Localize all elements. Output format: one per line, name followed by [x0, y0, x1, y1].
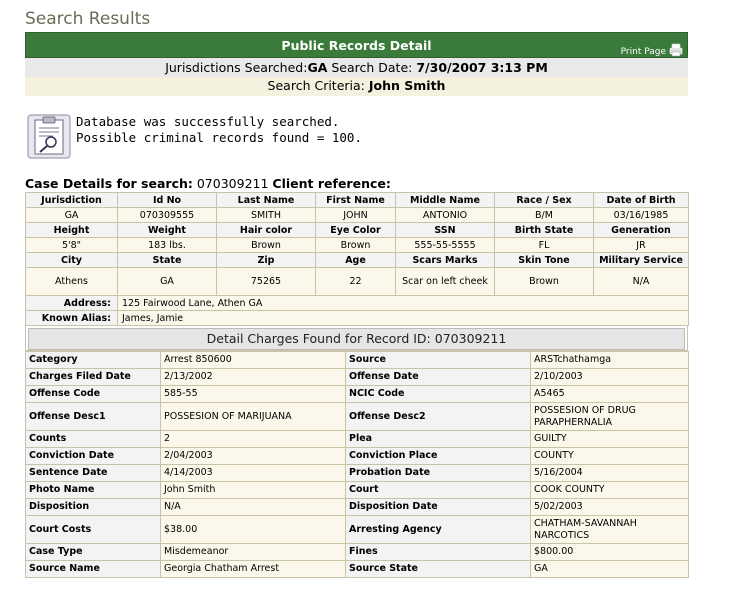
charges-record-id: 070309211 [434, 331, 507, 346]
known-alias-label: Known Alias: [26, 311, 118, 326]
charges-header [28, 328, 685, 350]
client-reference-label: Client reference: [272, 176, 391, 191]
header-ssn: SSN [396, 223, 495, 238]
case-search-id: 070309211 [196, 176, 269, 191]
value-city: Athens [26, 268, 118, 296]
printer-icon[interactable] [669, 43, 683, 57]
charge-row [26, 352, 689, 369]
charge-row [26, 431, 689, 448]
clipboard-search-icon [27, 114, 71, 159]
value-first-name: JOHN [316, 208, 396, 223]
charge-field-value: COUNTY [531, 448, 689, 465]
charge-field-value: 5/16/2004 [531, 465, 689, 482]
charge-field-value: COOK COUNTY [531, 482, 689, 499]
value-last-name: SMITH [217, 208, 316, 223]
header-hair-color: Hair color [217, 223, 316, 238]
search-criteria-band [25, 77, 688, 96]
jurisdictions-value: GA [307, 60, 328, 75]
charge-field-value: ARSTchathamga [531, 352, 689, 369]
header-bar [25, 32, 688, 58]
case-details-heading [25, 176, 391, 191]
charge-field-value: 2 [161, 431, 346, 448]
case-details-label: Case Details for search: [25, 176, 193, 191]
header-jurisdiction: Jurisdiction [26, 193, 118, 208]
header-id-no: Id No [118, 193, 217, 208]
charge-field-value: 2/04/2003 [161, 448, 346, 465]
value-middle-name: ANTONIO [396, 208, 495, 223]
charge-field-label: Disposition [26, 499, 161, 516]
address-label: Address: [26, 296, 118, 311]
search-date-label: Search Date: [331, 60, 413, 75]
charge-field-label: Disposition Date [346, 499, 531, 516]
charge-field-label: Category [26, 352, 161, 369]
charge-field-value: A5465 [531, 386, 689, 403]
header-weight: Weight [118, 223, 217, 238]
known-alias-value: James, Jamie [118, 311, 689, 326]
charges-table-body [26, 352, 689, 578]
header-military-service: Military Service [594, 253, 689, 268]
value-jurisdiction: GA [26, 208, 118, 223]
print-page-link[interactable] [621, 35, 683, 57]
charge-field-label: Source Name [26, 561, 161, 578]
value-military-service: N/A [594, 268, 689, 296]
charge-field-value: Georgia Chatham Arrest [161, 561, 346, 578]
charge-field-label: Court Costs [26, 516, 161, 544]
charge-field-value: 585-55 [161, 386, 346, 403]
charges-table [25, 351, 689, 578]
header-city: City [26, 253, 118, 268]
charge-field-value: John Smith [161, 482, 346, 499]
header-zip: Zip [217, 253, 316, 268]
search-status-message [76, 114, 362, 146]
charge-row [26, 561, 689, 578]
charge-field-value: N/A [161, 499, 346, 516]
value-ssn: 555-55-5555 [396, 238, 495, 253]
print-page-label[interactable]: Print Page [620, 47, 666, 57]
value-height: 5'8" [26, 238, 118, 253]
value-hair-color: Brown [217, 238, 316, 253]
status-line-1: Database was successfully searched. [76, 114, 340, 129]
charge-field-label: Charges Filed Date [26, 369, 161, 386]
charge-field-label: Case Type [26, 544, 161, 561]
value-weight: 183 lbs. [118, 238, 217, 253]
charge-field-label: Photo Name [26, 482, 161, 499]
charge-row [26, 369, 689, 386]
charge-field-label: Offense Date [346, 369, 531, 386]
address-value: 125 Fairwood Lane, Athen GA [118, 296, 689, 311]
header-last-name: Last Name [217, 193, 316, 208]
search-criteria-label: Search Criteria: [267, 78, 365, 93]
charge-field-value: 2/13/2002 [161, 369, 346, 386]
value-state: GA [118, 268, 217, 296]
value-generation: JR [594, 238, 689, 253]
charge-field-label: Sentence Date [26, 465, 161, 482]
charge-field-value: Misdemeanor [161, 544, 346, 561]
value-zip: 75265 [217, 268, 316, 296]
charge-field-label: Counts [26, 431, 161, 448]
charge-field-label: Fines [346, 544, 531, 561]
charge-field-label: Source State [346, 561, 531, 578]
person-details-table [25, 192, 689, 326]
charge-field-value: POSSESION OF MARIJUANA [161, 403, 346, 431]
value-id-no: 070309555 [118, 208, 217, 223]
charge-field-value: 5/02/2003 [531, 499, 689, 516]
charge-row [26, 499, 689, 516]
charge-row [26, 386, 689, 403]
header-middle-name: Middle Name [396, 193, 495, 208]
charge-field-label: Conviction Place [346, 448, 531, 465]
header-generation: Generation [594, 223, 689, 238]
charges-header-label: Detail Charges Found for Record ID: [206, 331, 431, 346]
charge-row [26, 482, 689, 499]
status-line-2: Possible criminal records found = 100. [76, 130, 362, 145]
value-scars-marks: Scar on left cheek [396, 268, 495, 296]
jurisdictions-label: Jurisdictions Searched: [165, 60, 308, 75]
value-eye-color: Brown [316, 238, 396, 253]
charge-row [26, 544, 689, 561]
header-state: State [118, 253, 217, 268]
header-birth-state: Birth State [495, 223, 594, 238]
search-date-value: 7/30/2007 3:13 PM [416, 60, 548, 75]
charge-field-label: Source [346, 352, 531, 369]
charge-field-label: Offense Desc1 [26, 403, 161, 431]
charge-field-label: Conviction Date [26, 448, 161, 465]
value-date-of-birth: 03/16/1985 [594, 208, 689, 223]
charge-field-value: CHATHAM-SAVANNAH NARCOTICS [531, 516, 689, 544]
charge-field-value: POSSESION OF DRUG PARAPHERNALIA [531, 403, 689, 431]
charge-field-value: $38.00 [161, 516, 346, 544]
charges-header-box [25, 325, 688, 351]
charge-field-value: Arrest 850600 [161, 352, 346, 369]
charge-field-label: Probation Date [346, 465, 531, 482]
header-height: Height [26, 223, 118, 238]
charge-row [26, 403, 689, 431]
charge-row [26, 448, 689, 465]
charge-field-value: GUILTY [531, 431, 689, 448]
charge-field-value: 4/14/2003 [161, 465, 346, 482]
charge-row [26, 516, 689, 544]
search-info-band [25, 58, 688, 77]
charge-field-label: Arresting Agency [346, 516, 531, 544]
charge-field-value: $800.00 [531, 544, 689, 561]
header-title: Public Records Detail [281, 38, 432, 53]
header-first-name: First Name [316, 193, 396, 208]
value-birth-state: FL [495, 238, 594, 253]
search-criteria-value: John Smith [368, 78, 446, 93]
charge-row [26, 465, 689, 482]
charge-field-label: Offense Code [26, 386, 161, 403]
header-eye-color: Eye Color [316, 223, 396, 238]
header-scars-marks: Scars Marks [396, 253, 495, 268]
header-skin-tone: Skin Tone [495, 253, 594, 268]
value-race-sex: B/M [495, 208, 594, 223]
header-race-sex: Race / Sex [495, 193, 594, 208]
charge-field-value: GA [531, 561, 689, 578]
value-skin-tone: Brown [495, 268, 594, 296]
header-age: Age [316, 253, 396, 268]
charge-field-label: NCIC Code [346, 386, 531, 403]
value-age: 22 [316, 268, 396, 296]
header-date-of-birth: Date of Birth [594, 193, 689, 208]
charge-field-label: Court [346, 482, 531, 499]
charge-field-label: Offense Desc2 [346, 403, 531, 431]
charge-field-value: 2/10/2003 [531, 369, 689, 386]
charge-field-label: Plea [346, 431, 531, 448]
page-title: Search Results [25, 9, 151, 29]
